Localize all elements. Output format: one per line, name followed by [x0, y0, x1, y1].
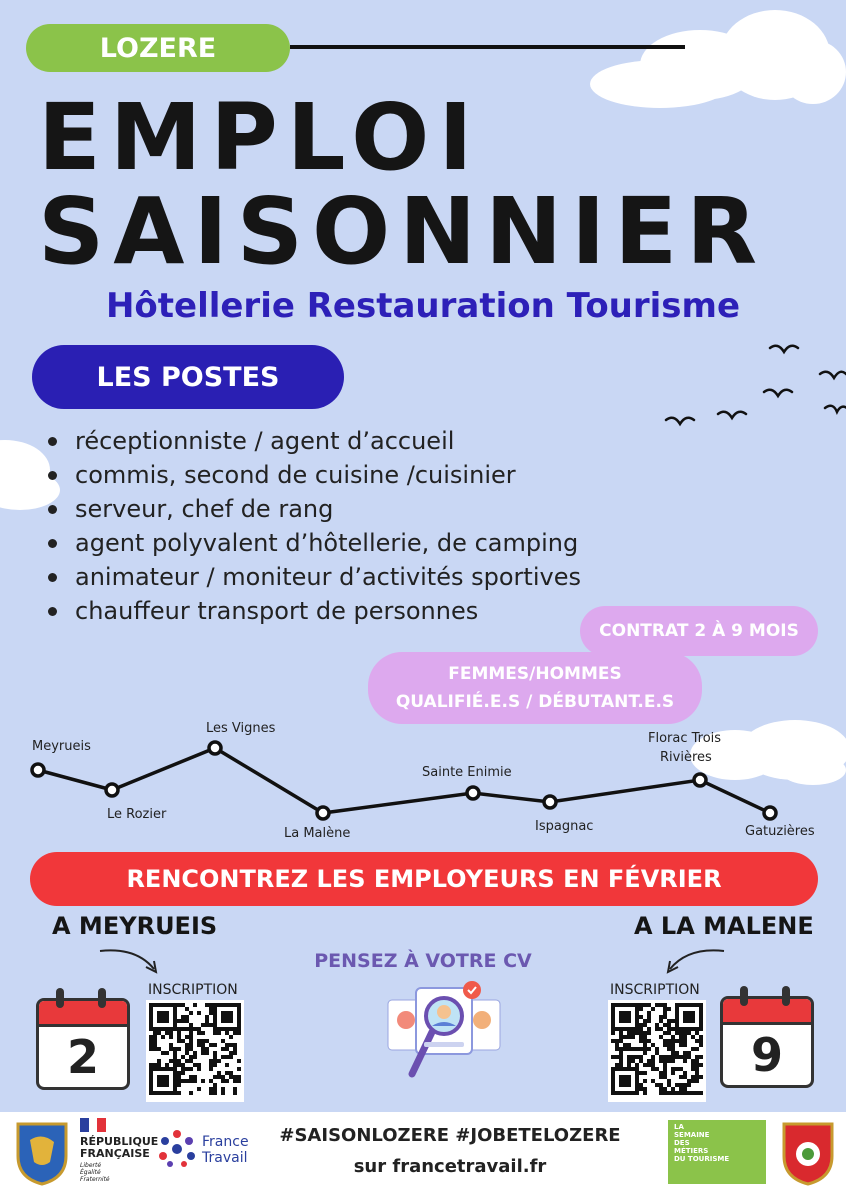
france-travail-line-1: France: [202, 1134, 249, 1150]
hashtags: #SAISONLOZERE #JOBETELOZERE: [279, 1125, 621, 1146]
website-link[interactable]: sur francetravail.fr: [353, 1156, 547, 1177]
list-item: serveur, chef de rang: [48, 492, 668, 526]
route-label: Florac Trois Rivières: [648, 731, 722, 765]
route-label: La Malène: [284, 826, 351, 841]
republique-motto-2: Égalité: [80, 1169, 101, 1176]
bullet-icon: [48, 539, 57, 548]
route-stop: [544, 796, 556, 808]
top-rule: [290, 45, 685, 49]
postes-heading: LES POSTES: [32, 345, 344, 409]
calendar-day: 9: [750, 1028, 783, 1082]
bullet-icon: [48, 573, 57, 582]
route-map: [0, 700, 846, 850]
route-stop: [317, 807, 329, 819]
route-label: Meyrueis: [32, 739, 91, 754]
bullet-icon: [48, 505, 57, 514]
city-right: A LA MALENE: [634, 912, 814, 940]
qr-code-icon: [611, 1003, 703, 1095]
route-label: Gatuzières: [745, 824, 815, 839]
job-list: [48, 424, 668, 628]
title-line-1: EMPLOI: [38, 84, 482, 191]
route-stop: [209, 742, 221, 754]
qr-code-icon: [149, 1003, 241, 1095]
calendar-ring: [98, 988, 106, 1008]
route-stop: [467, 787, 479, 799]
calendar-icon: [36, 998, 130, 1090]
calendar-icon: [720, 996, 814, 1088]
calendar-ring: [740, 986, 748, 1006]
calendar-day: 2: [66, 1030, 99, 1084]
inscription-label-right: INSCRIPTION: [610, 982, 700, 998]
route-label: Sainte Enimie: [422, 765, 512, 780]
marianne-flag-icon: [80, 1118, 106, 1132]
contract-badge: CONTRAT 2 À 9 MOIS: [580, 606, 818, 656]
republique-line-2: FRANÇAISE: [80, 1147, 150, 1160]
calendar-ring: [782, 986, 790, 1006]
public-line-1: FEMMES/HOMMES: [448, 664, 622, 684]
subtitle: Hôtellerie Restauration Tourisme: [105, 286, 741, 326]
title-line-2: SAISONNIER: [38, 178, 767, 285]
republique-motto-3: Fraternité: [80, 1176, 110, 1183]
inscription-label-left: INSCRIPTION: [148, 982, 238, 998]
region-tag: LOZERE: [26, 24, 290, 72]
bullet-icon: [48, 437, 57, 446]
republique-line-1: RÉPUBLIQUE: [80, 1135, 159, 1148]
list-item: commis, second de cuisine /cuisinier: [48, 458, 668, 492]
city-left: A MEYRUEIS: [52, 912, 218, 940]
route-stop: [32, 764, 44, 776]
birds-icon: [660, 340, 846, 440]
list-item: chauffeur transport de personnes: [48, 594, 668, 628]
route-stop: [694, 774, 706, 786]
route-label: Ispagnac: [535, 819, 594, 834]
meet-banner: RENCONTREZ LES EMPLOYEURS EN FÉVRIER: [30, 852, 818, 906]
france-travail-logo-icon: [156, 1128, 198, 1170]
calendar-ring: [56, 988, 64, 1008]
meyrueis-coat-of-arms-icon: [780, 1120, 836, 1186]
route-stop: [106, 784, 118, 796]
cv-search-icon: [384, 978, 504, 1082]
list-item: réceptionniste / agent d’accueil: [48, 424, 668, 458]
route-label: Les Vignes: [206, 721, 276, 736]
france-travail-line-2: Travail: [202, 1150, 248, 1166]
list-item: agent polyvalent d’hôtellerie, de camping: [48, 526, 668, 560]
footer: [0, 1112, 846, 1200]
republique-motto-1: Liberté: [80, 1162, 102, 1169]
bullet-icon: [48, 607, 57, 616]
route-label: Le Rozier: [107, 807, 167, 822]
qr-code-left[interactable]: [146, 1000, 244, 1102]
list-item: animateur / moniteur d’activités sportives: [48, 560, 668, 594]
route-stop: [764, 807, 776, 819]
cv-reminder: PENSEZ À VOTRE CV: [314, 950, 532, 972]
qr-code-right[interactable]: [608, 1000, 706, 1102]
semaine-metiers-logo: LA SEMAINE DES MÉTIERS DU TOURISME: [668, 1120, 766, 1184]
lozere-coat-of-arms-icon: [14, 1120, 70, 1186]
bullet-icon: [48, 471, 57, 480]
public-line-2: QUALIFIÉ.E.S / DÉBUTANT.E.S: [395, 692, 675, 712]
